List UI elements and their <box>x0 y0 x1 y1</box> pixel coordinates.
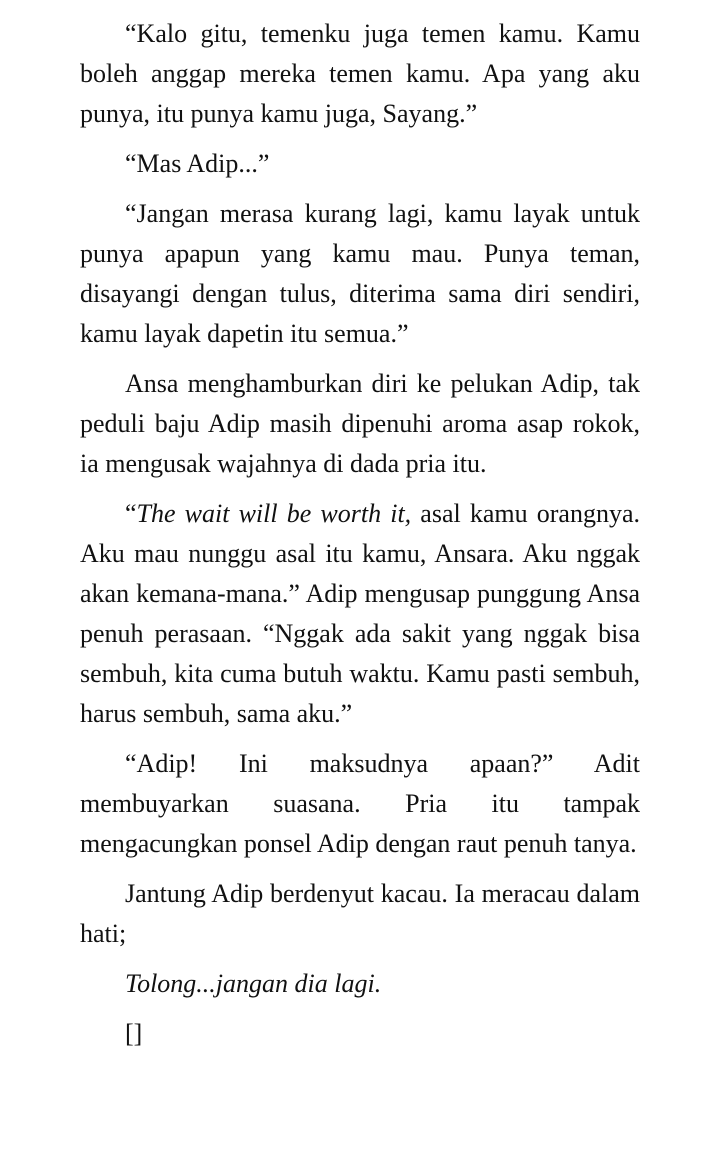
open-quote: “ <box>125 499 137 528</box>
paragraph: Ansa menghamburkan diri ke pelukan Adip, tak peduli baju Adip masih dipenuhi aroma asap rokok, ia mengusak wajahnya di dada pria itu. <box>80 369 640 478</box>
paragraph: Jantung Adip berdenyut kacau. Ia meracau dalam hati; <box>80 879 640 948</box>
paragraph: “Jangan merasa kurang lagi, kamu layak untuk punya apapun yang kamu mau. Punya teman, disayangi dengan tulus, diterima sama diri sendiri, kamu layak dapetin itu semua.” <box>80 199 640 348</box>
paragraph <box>80 494 640 734</box>
paragraph: “Mas Adip...” <box>125 149 270 178</box>
paragraph: “Kalo gitu, temenku juga temen kamu. Kamu boleh anggap mereka temen kamu. Apa yang aku punya, itu punya kamu juga, Sayang.” <box>80 19 640 128</box>
paragraph: “Adip! Ini maksudnya apaan?” Adit membuyarkan suasana. Pria itu tampak mengacungkan ponsel Adip dengan raut penuh tanya. <box>80 749 640 858</box>
paragraph-rest: asal kamu orangnya. Aku mau nunggu asal itu kamu, Ansara. Aku nggak akan kemana-mana.” Adip mengusap punggung Ansa penuh perasaan. “Nggak ada sakit yang nggak bisa sembuh, kita cuma butuh waktu. Kamu pasti sembuh, harus sembuh, sama aku.” <box>80 499 640 728</box>
document-page <box>80 14 640 1064</box>
end-marker: [] <box>125 1019 143 1048</box>
paragraph <box>80 964 640 1004</box>
italic-phrase: The wait will be worth it, <box>136 499 412 528</box>
italic-line: Tolong...jangan dia lagi. <box>125 969 382 998</box>
